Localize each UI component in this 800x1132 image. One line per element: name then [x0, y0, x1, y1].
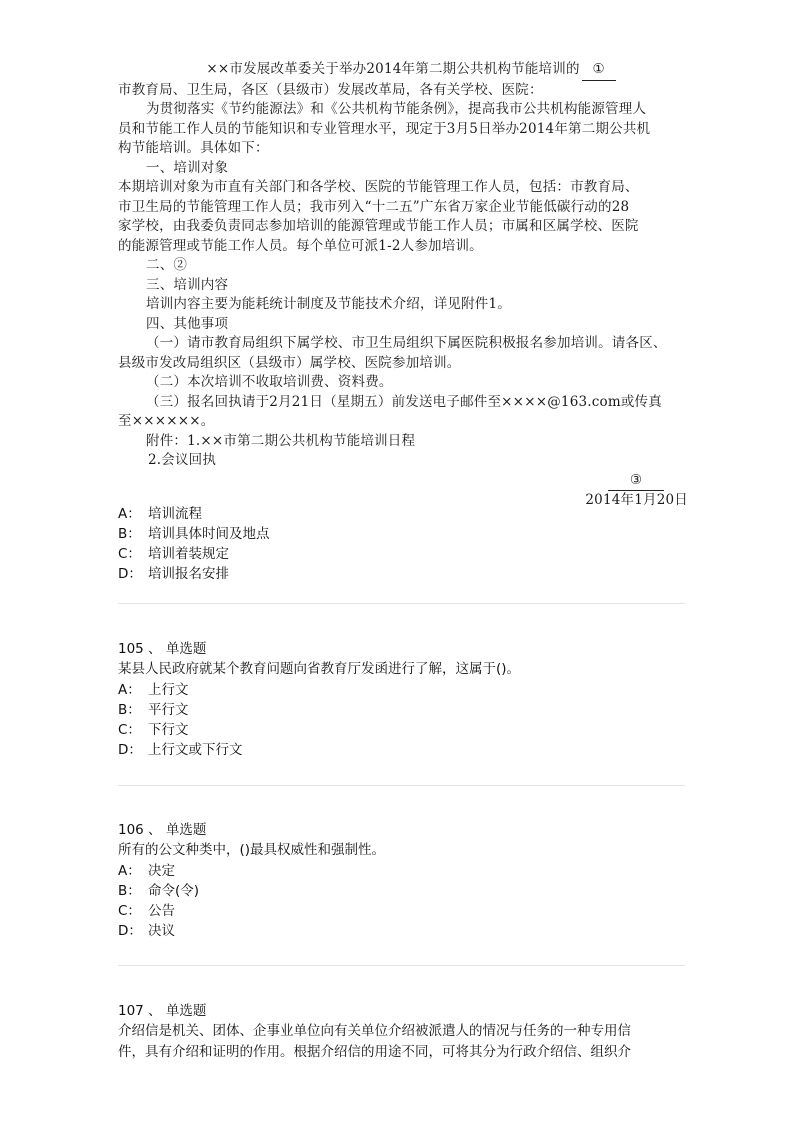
section-text: 本期培训对象为市直有关部门和各学校、医院的节能管理工作人员，包括：市教育局、 [118, 179, 639, 195]
section-text: 县级市发改局组织区（县级市）属学校、医院参加培训。 [118, 354, 461, 371]
signature-line [118, 471, 688, 492]
question-104-options [118, 504, 688, 584]
option-c[interactable]: C： 公告 [118, 903, 175, 919]
section-text: （二）本次培训不收取培训费、资料费。 [146, 374, 393, 390]
question-107 [118, 1001, 688, 1063]
notice-recipients: 市教育局、卫生局，各区（县级市）发展改革局，各有关学校、医院： [118, 81, 543, 98]
question-105 [118, 639, 688, 760]
option-a[interactable]: A： 上行文 [118, 682, 189, 698]
question-text: 件，具有介绍和证明的作用。根据介绍信的用途不同，可将其分为行政介绍信、组织介 [118, 1044, 631, 1060]
question-header: 105 、 单选题 [118, 641, 207, 657]
option-c[interactable]: C： 培训着装规定 [118, 546, 229, 562]
question-text: 所有的公文种类中，()最具权威性和强制性。 [118, 842, 386, 858]
notice-intro: 员和节能工作人员的节能知识和专业管理水平，现定于3月5日举办2014年第二期公共机 [118, 120, 651, 137]
section-text: 家学校，由我委负责同志参加培训的能源管理或节能工作人员；市属和区属学校、医院 [118, 218, 639, 234]
notice-intro: 为贯彻落实《节约能源法》和《公共机构节能条例》，提高我市公共机构能源管理人 [146, 101, 647, 117]
option-a[interactable]: A： 培训流程 [118, 506, 202, 522]
option-b[interactable]: B： 命令(令) [118, 883, 200, 899]
notice-document [118, 60, 688, 511]
question-text: 介绍信是机关、团体、企事业单位向有关单位介绍被派遣人的情况与任务的一种专用信 [118, 1023, 631, 1039]
option-b[interactable]: B： 平行文 [118, 702, 189, 718]
section-text: 至××××××。 [118, 413, 215, 429]
attachment-line: 2.会议回执 [148, 452, 217, 468]
section-heading: 四、其他事项 [146, 315, 229, 332]
option-b[interactable]: B： 培训具体时间及地点 [118, 526, 270, 542]
section-heading: 一、培训对象 [146, 159, 229, 176]
option-a[interactable]: A： 决定 [118, 863, 175, 879]
question-header: 107 、 单选题 [118, 1003, 207, 1019]
section-text: 培训内容主要为能耗统计制度及节能技术介绍，详见附件1。 [146, 296, 511, 312]
blank-3: ③ [608, 471, 664, 492]
question-header: 106 、 单选题 [118, 822, 207, 838]
option-d[interactable]: D： 决议 [118, 923, 175, 939]
notice-date: 2014年1月20日 [585, 492, 688, 508]
divider [118, 785, 685, 786]
divider [118, 603, 685, 604]
section-text: （三）报名回执请于2月21日（星期五）前发送电子邮件至××××@163.com或传真 [146, 393, 662, 410]
section-heading: 三、培训内容 [146, 276, 229, 293]
option-d[interactable]: D： 培训报名安排 [118, 566, 229, 582]
notice-title: ××市发展改革委关于举办2014年第二期公共机构节能培训的 ① [118, 60, 688, 81]
notice-intro: 构节能培训。具体如下： [118, 140, 269, 156]
section-text: 的能源管理或节能工作人员。每个单位可派1-2人参加培训。 [118, 237, 483, 254]
attachment-line: 附件：1.××市第二期公共机构节能培训日程 [146, 432, 416, 449]
option-d[interactable]: D： 上行文或下行文 [118, 742, 243, 758]
option-c[interactable]: C： 下行文 [118, 722, 189, 738]
section-text: 市卫生局的节能管理工作人员；我市列入“十二五”广东省万家企业节能低碳行动的28 [118, 198, 630, 215]
section-heading: 二、② [146, 257, 188, 273]
divider [118, 965, 685, 966]
question-text: 某县人民政府就某个教育问题向省教育厅发函进行了解，这属于()。 [118, 661, 521, 677]
blank-1: ① [582, 60, 616, 81]
question-106 [118, 820, 688, 941]
section-text: （一）请市教育局组织下属学校、市卫生局组织下属医院积极报名参加培训。请各区、 [146, 335, 667, 351]
